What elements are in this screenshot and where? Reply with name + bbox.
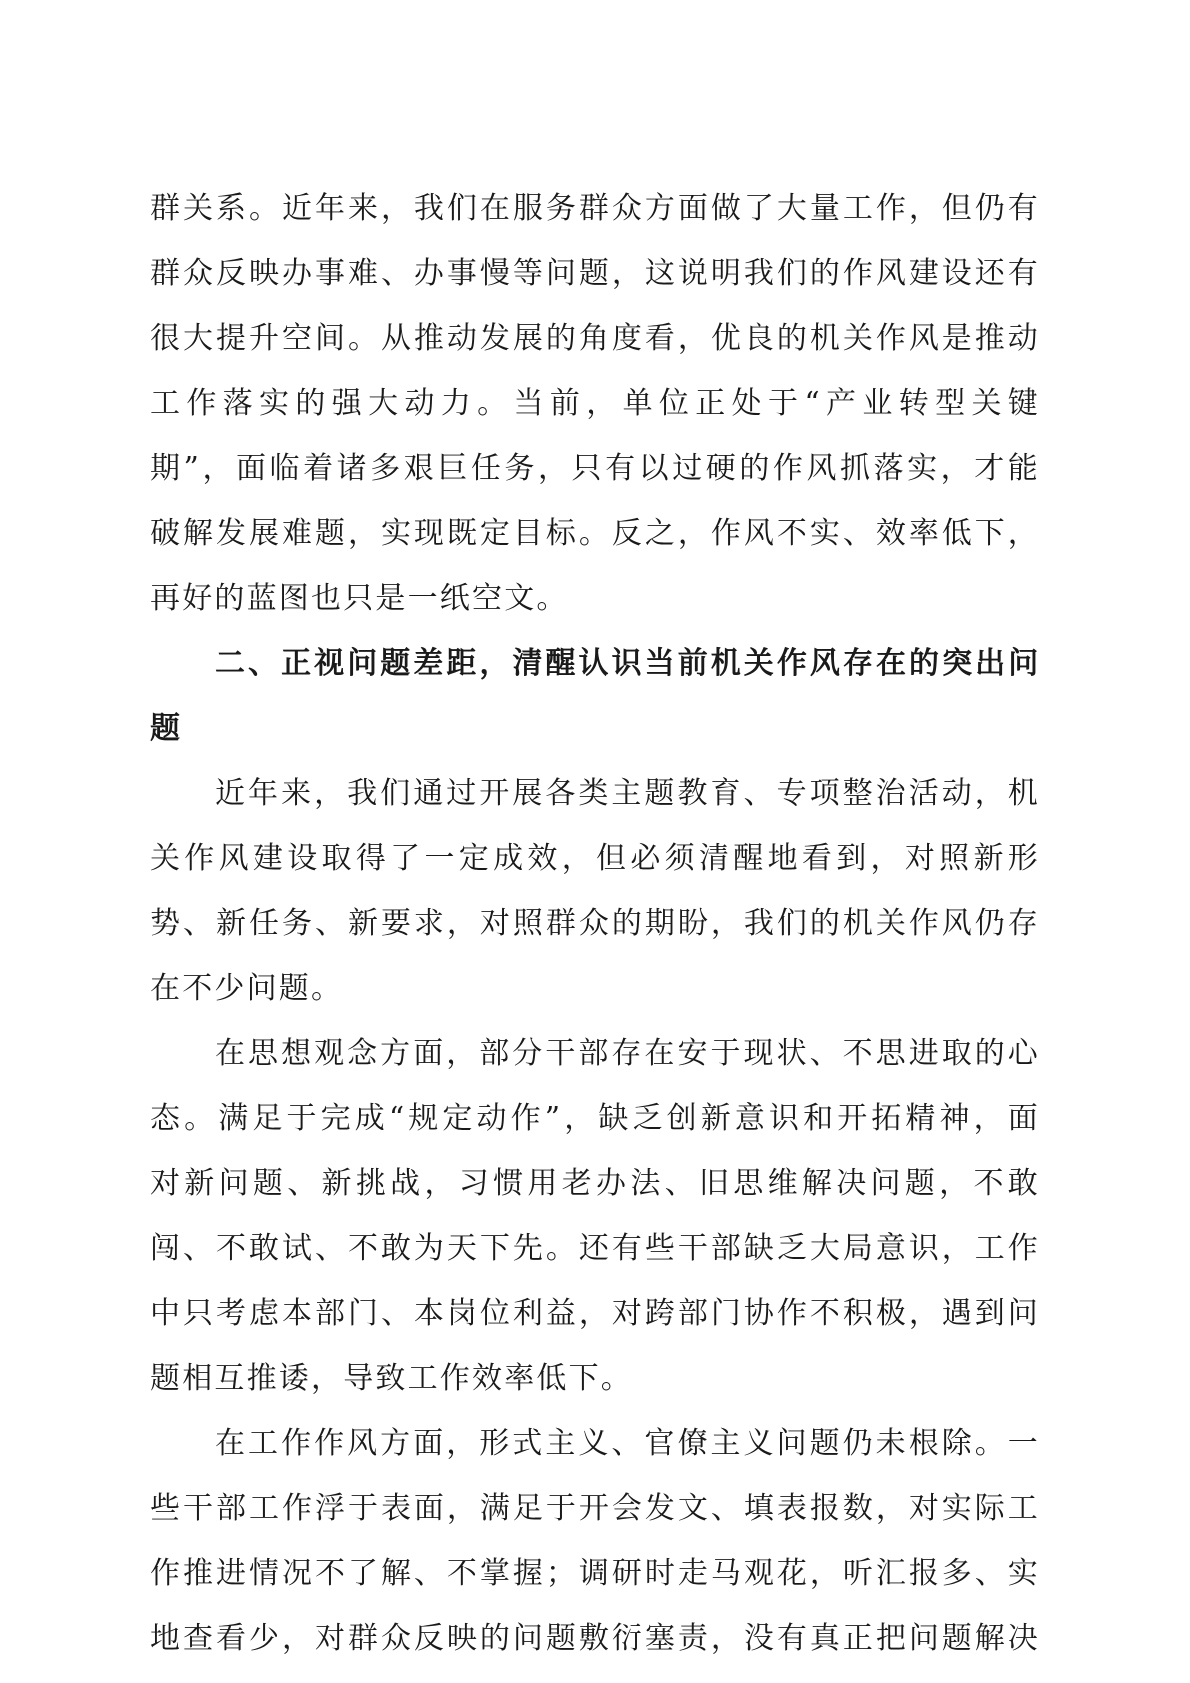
text-line: 题相互推诿，导致工作效率低下。 [150,1361,633,1396]
paragraph-thinking [150,1021,1040,1411]
text-line: 破解发展难题，实现既定目标。反之，作风不实、效率低下， [150,516,1040,551]
text-line: 在不少问题。 [150,971,344,1006]
text-line: 工作落实的强大动力。当前，单位正处于“产业转型关键 [150,386,1040,421]
text-line: 关作风建设取得了一定成效，但必须清醒地看到，对照新形 [150,841,1040,876]
text-line: 作推进情况不了解、不掌握；调研时走马观花，听汇报多、实 [150,1556,1040,1591]
text-line: 群关系。近年来，我们在服务群众方面做了大量工作，但仍有 [150,191,1040,226]
text-line: 群众反映办事难、办事慢等问题，这说明我们的作风建设还有 [150,256,1040,291]
text-line: 中只考虑本部门、本岗位利益，对跨部门协作不积极，遇到问 [150,1296,1040,1331]
text-line: 很大提升空间。从推动发展的角度看，优良的机关作风是推动 [150,321,1040,356]
heading-line: 题 [150,711,182,746]
paragraph-intro [150,761,1040,1021]
document-body [150,176,1040,1671]
text-line: 态。满足于完成“规定动作”，缺乏创新意识和开拓精神，面 [150,1101,1040,1136]
text-line: 对新问题、新挑战，习惯用老办法、旧思维解决问题，不敢 [150,1166,1040,1201]
heading-line: 二、正视问题差距，清醒认识当前机关作风存在的突出问 [215,646,1040,681]
text-line: 地查看少，对群众反映的问题敷衍塞责，没有真正把问题解决 [150,1621,1040,1656]
text-line: 近年来，我们通过开展各类主题教育、专项整治活动，机 [215,776,1040,811]
text-line: 些干部工作浮于表面，满足于开会发文、填表报数，对实际工 [150,1491,1040,1526]
text-line: 在工作作风方面，形式主义、官僚主义问题仍未根除。一 [215,1426,1040,1461]
text-line: 势、新任务、新要求，对照群众的期盼，我们的机关作风仍存 [150,906,1040,941]
section-heading [150,631,1040,761]
text-line: 闯、不敢试、不敢为天下先。还有些干部缺乏大局意识，工作 [150,1231,1040,1266]
paragraph-continuation [150,176,1040,631]
text-line: 期”，面临着诸多艰巨任务，只有以过硬的作风抓落实，才能 [150,451,1040,486]
text-line: 在思想观念方面，部分干部存在安于现状、不思进取的心 [215,1036,1040,1071]
text-line: 再好的蓝图也只是一纸空文。 [150,581,569,616]
paragraph-work-style [150,1411,1040,1671]
